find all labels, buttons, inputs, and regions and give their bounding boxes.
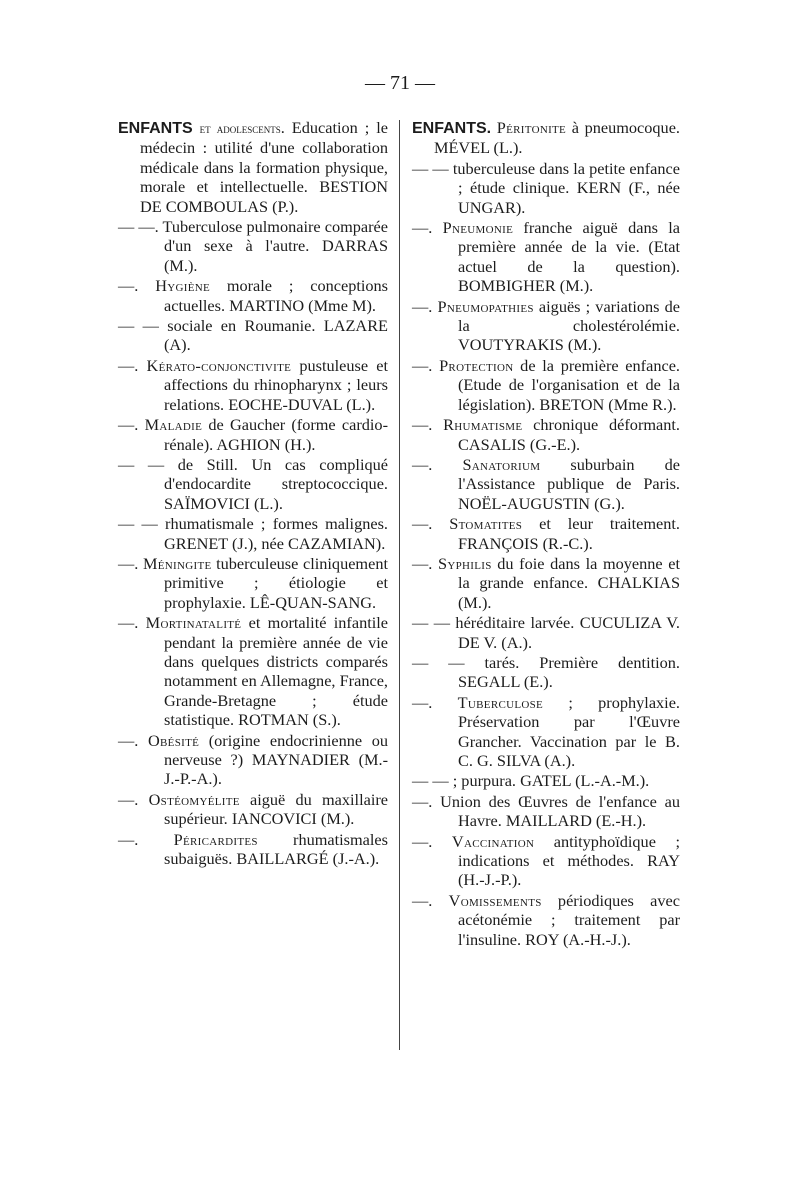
- entry-text: à pneumocoque. MÉVEL (L.).: [434, 118, 680, 158]
- entry-topic: Pneumonie: [442, 218, 514, 238]
- entry-text: antityphoïdique ; indications et méthodes. RAY (H.-J.-P.).: [458, 831, 680, 890]
- entry-topic: Péricardites: [173, 829, 258, 849]
- index-entry: [118, 830, 388, 869]
- entry-topic: Mortinatalité: [145, 613, 242, 633]
- entry-lead: —.: [118, 276, 139, 296]
- index-entry: [118, 514, 388, 553]
- entry-text: aiguës ; variations de la cholestérolémie. VOUTYRAKIS (M.).: [458, 296, 681, 355]
- entry-lead: —.: [412, 791, 433, 811]
- index-entry: [412, 455, 680, 513]
- entry-text: de la première enfance. (Etude de l'organisation et de la législation). BRETON (Mme R.).: [458, 355, 680, 414]
- entry-text: franche aiguë dans la première année de la vie. (Etat actuel de la question). BOMBIGHER (M.).: [458, 218, 680, 296]
- entry-topic: Vaccination: [451, 831, 535, 851]
- index-entry: [118, 356, 388, 414]
- column-divider: [399, 120, 400, 1050]
- entry-lead: —.: [412, 218, 433, 238]
- entry-lead: ENFANTS: [118, 120, 193, 137]
- entry-lead: — —: [118, 454, 165, 474]
- entry-lead: —.: [118, 355, 139, 375]
- index-entry: [118, 554, 388, 612]
- index-entry: [412, 554, 680, 612]
- entry-text: tarés. Première dentition. SEGALL (E.).: [458, 652, 680, 692]
- entry-topic: Sanatorium: [462, 454, 541, 474]
- entry-text: ; purpura. GATEL (L.-A.-M.).: [448, 771, 650, 791]
- entry-lead: —.: [412, 692, 433, 712]
- index-entry: [118, 118, 388, 216]
- index-entry: [118, 276, 388, 315]
- entry-lead: —.: [412, 454, 433, 474]
- entry-text: périodiques avec acétonémie ; traitement par l'insuline. ROY (A.-H.-J.).: [458, 890, 680, 949]
- index-entry: [118, 613, 388, 729]
- entry-text: . Education ; le médecin : utilité d'une collaboration médicale dans la formation physique, morale et intellectuelle. BESTION DE COMBOULAS (P.).: [140, 118, 389, 216]
- entry-text: pustuleuse et affections du rhinopharynx ; leurs relations. EOCHE-DUVAL (L.).: [164, 355, 388, 414]
- entry-topic: Obésité: [147, 730, 200, 750]
- entry-text: aiguë du maxillaire supérieur. IANCOVICI (M.).: [164, 789, 388, 829]
- index-entry: [412, 159, 680, 217]
- index-entry: [412, 693, 680, 771]
- entry-lead: —.: [412, 296, 433, 316]
- entry-text: chronique déformant. CASALIS (G.-E.).: [458, 415, 680, 454]
- entry-lead: —.: [412, 415, 433, 435]
- index-entry: [118, 790, 388, 829]
- entry-text: de Still. Un cas compliqué d'endocardite streptococcique. SAÏMOVICI (L.).: [164, 454, 388, 513]
- entry-text: rhumatismale ; formes malignes. GRENET (J.), née CAZAMIAN).: [157, 514, 388, 553]
- entry-topic: et adolescents: [199, 121, 281, 136]
- index-entry: [412, 218, 680, 296]
- index-entry: [412, 653, 680, 692]
- entry-lead: — —: [412, 652, 465, 672]
- right-column: [412, 118, 680, 950]
- left-column: [118, 118, 388, 869]
- entry-lead: —.: [118, 415, 139, 435]
- entry-topic: Vomissements: [448, 890, 542, 910]
- entry-text: (origine endocrinienne ou nerveuse ?) MAYNADIER (M.-J.-P.-A.).: [164, 730, 389, 789]
- entry-text: morale ; conceptions actuelles. MARTINO (Mme M).: [164, 276, 388, 315]
- entry-lead: —.: [412, 890, 433, 910]
- index-entry: [412, 356, 680, 414]
- index-entry: [412, 415, 680, 454]
- index-entry: [118, 415, 388, 454]
- entry-lead: —.: [412, 831, 433, 851]
- entry-text: héréditaire larvée. CUCULIZA V. DE V. (A.).: [450, 613, 680, 652]
- index-entry: [412, 297, 680, 355]
- entry-text: suburbain de l'Assistance publique de Paris. NOËL-AUGUSTIN (G.).: [458, 454, 681, 513]
- entry-topic: Ostéomyélite: [148, 789, 240, 809]
- index-entry: [412, 771, 680, 790]
- entry-topic: Syphilis: [438, 553, 492, 573]
- index-entry: [118, 217, 388, 275]
- entry-lead: —.: [412, 553, 433, 573]
- entry-lead: — —: [412, 771, 449, 791]
- entry-lead: —.: [412, 514, 433, 534]
- entry-topic: Protection: [439, 355, 514, 375]
- index-entry: [118, 731, 388, 789]
- entry-text: Tuberculose pulmonaire comparée d'un sexe à l'autre. DARRAS (M.).: [158, 217, 388, 275]
- entry-topic: Péritonite: [496, 118, 567, 137]
- entry-topic: Maladie: [144, 415, 203, 435]
- entry-lead: —.: [412, 355, 433, 375]
- index-entry: [412, 832, 680, 890]
- page-number: — 71 —: [365, 72, 435, 94]
- index-entry: [412, 613, 680, 652]
- entry-topic: Hygiène: [155, 276, 210, 296]
- entry-lead: —.: [118, 553, 139, 573]
- entry-lead: — —: [412, 158, 449, 178]
- entry-lead: — —.: [118, 217, 159, 237]
- entry-text: et mortalité infantile pendant la première année de vie dans quelques districts comparés notamment en Allemagne, France, Grande-Bretagne ; étude statistique. ROTMAN (S.).: [164, 613, 389, 730]
- entry-topic: Méningite: [142, 553, 212, 573]
- index-entry: [412, 891, 680, 949]
- entry-text: de Gaucher (forme cardio-rénale). AGHION (H.).: [164, 415, 388, 454]
- entry-text: tuberculeuse dans la petite enfance ; étude clinique. KERN (F., née UNGAR).: [448, 158, 680, 217]
- entry-topic: Stomatites: [449, 514, 523, 534]
- entry-text: du foie dans la moyenne et la grande enfance. CHALKIAS (M.).: [458, 553, 680, 612]
- entry-lead: —.: [118, 613, 139, 633]
- entry-text: et leur traitement. FRANÇOIS (R.-C.).: [458, 514, 680, 553]
- entry-topic: Kérato-conjonctivite: [146, 355, 292, 375]
- index-entry: [412, 514, 680, 553]
- entry-text: tuberculeuse cliniquement primitive ; étiologie et prophylaxie. LÊ-QUAN-SANG.: [164, 553, 388, 612]
- entry-text: Union des Œuvres de l'enfance au Havre. MAILLARD (E.-H.).: [432, 791, 680, 831]
- index-entry: [118, 455, 388, 513]
- entry-lead: —.: [118, 730, 139, 750]
- index-entry: [412, 118, 680, 158]
- entry-text: rhumatismales subaiguës. BAILLARGÉ (J.-A.).: [164, 829, 388, 869]
- entry-text: sociale en Roumanie. LAZARE (A).: [158, 316, 388, 355]
- entry-lead: — —: [118, 316, 159, 336]
- entry-topic: Pneumopathies: [437, 296, 534, 316]
- entry-lead: —.: [118, 789, 139, 809]
- entry-lead: —.: [118, 829, 139, 849]
- entry-topic: Rhumatisme: [443, 415, 523, 435]
- entry-topic: Tuberculose: [457, 692, 544, 712]
- index-entry: [412, 792, 680, 831]
- index-entry: [118, 316, 388, 355]
- entry-lead: — —: [118, 514, 158, 534]
- entry-text: ; prophylaxie. Préservation par l'Œuvre Grancher. Vaccination par le B. C. G. SILVA (A.).: [458, 692, 681, 770]
- entry-lead: — —: [412, 613, 450, 633]
- entry-lead: ENFANTS.: [412, 120, 492, 137]
